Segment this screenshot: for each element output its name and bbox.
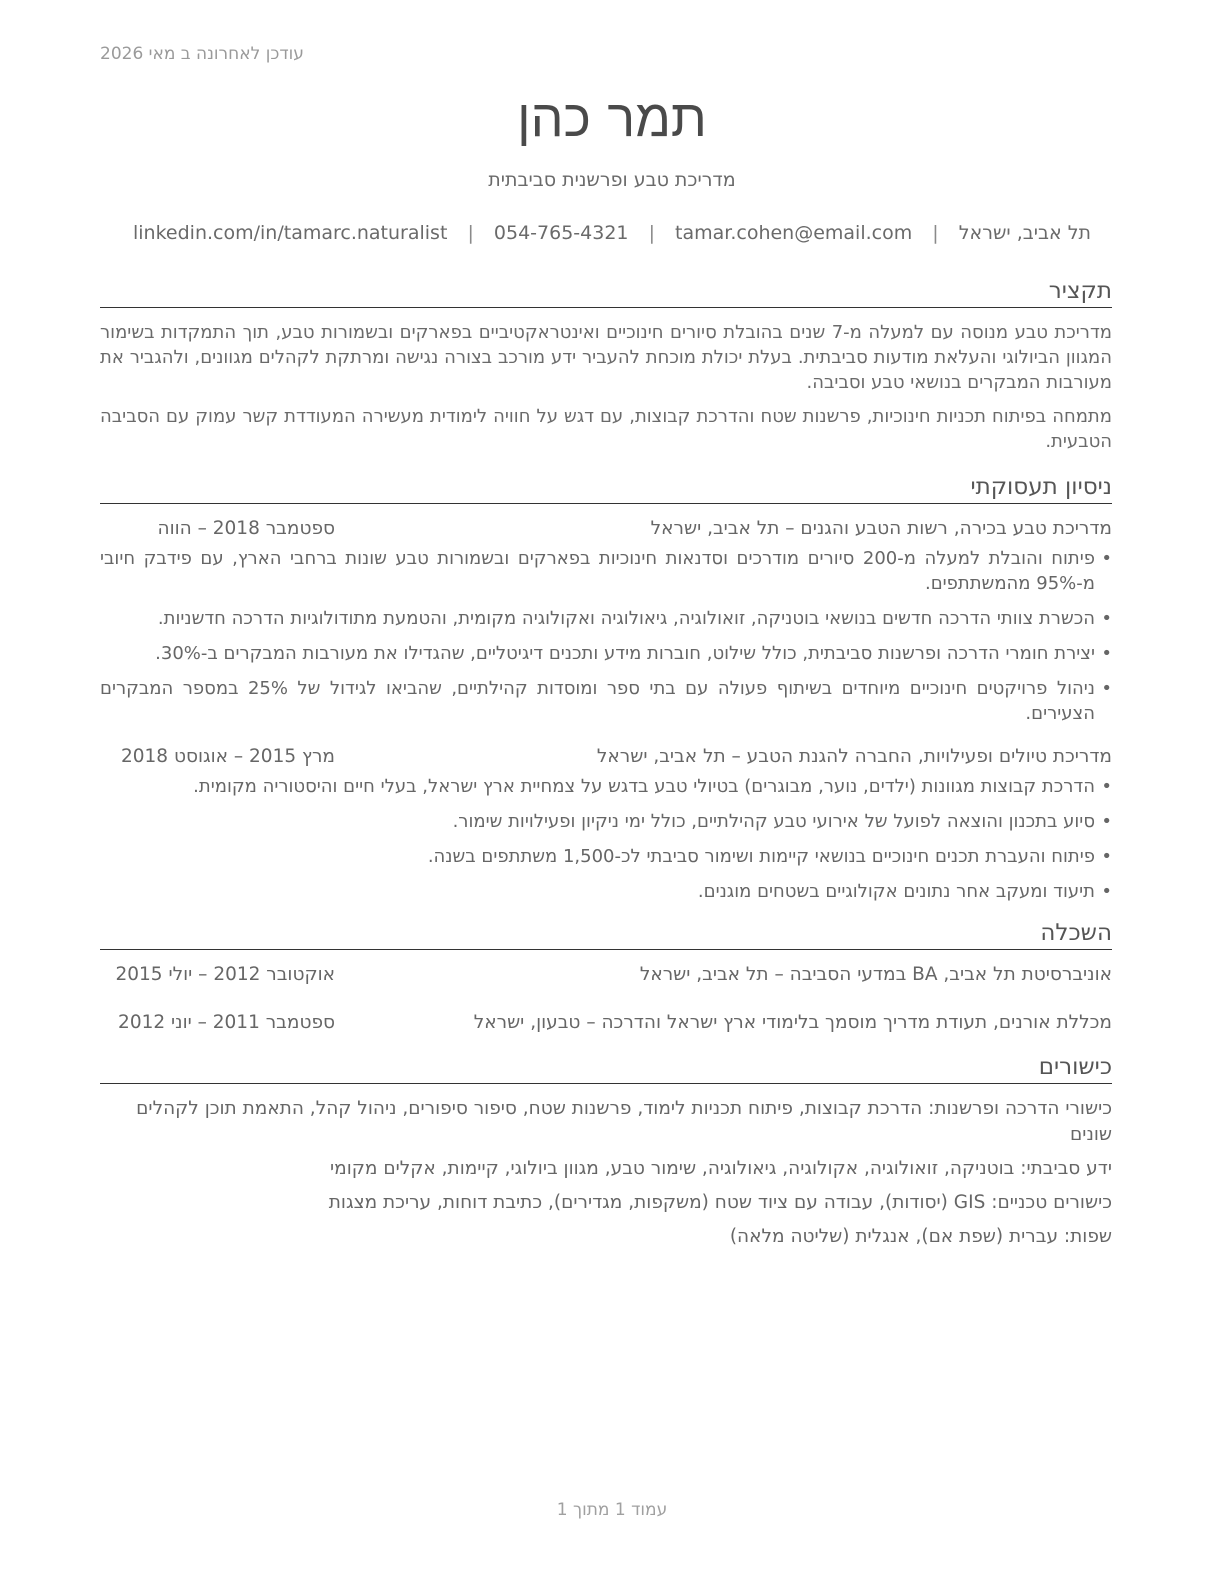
job-header — [100, 516, 1112, 542]
job-entry — [100, 744, 1112, 904]
summary-paragraph: מתמחה בפיתוח תכניות חינוכיות, פרשנות שטח והדרכת קבוצות, עם דגש על חוויה לימודית מעשירה המעודדת קשר עמוק עם הסביבה הטבעית. — [100, 406, 1112, 452]
education-dates: ספטמבר 2011 – יוני 2012 — [118, 1012, 335, 1033]
education-heading: השכלה — [100, 918, 1112, 950]
contact-separator: | — [648, 222, 655, 244]
summary-section — [100, 276, 1112, 454]
experience-section — [100, 472, 1112, 904]
job-heading: מדריכת טיולים ופעילויות, החברה להגנת הטבע – תל אביב, ישראל — [596, 746, 1112, 767]
job-bullet: • הדרכת קבוצות מגוונות (ילדים, נוער, מבוגרים) בטיולי טבע בדגש על צמחיית ארץ ישראל, בעלי חיים והיסטוריה מקומית. — [100, 774, 1112, 799]
job-bullet: • תיעוד ומעקב אחר נתונים אקולוגיים בשטחים מוגנים. — [100, 879, 1112, 904]
contact-linkedin[interactable]: linkedin.com/in/tamarc.naturalist — [133, 222, 448, 244]
skills-line: ידע סביבתי: בוטניקה, זואולוגיה, אקולוגיה, גיאולוגיה, שימור טבע, מגוון ביולוגי, קיימות, אקלים מקומי — [330, 1158, 1112, 1179]
education-text: אוניברסיטת תל אביב, BA במדעי הסביבה – תל אביב, ישראל — [639, 964, 1112, 985]
job-bullet: • סיוע בתכנון והוצאה לפועל של אירועי טבע קהילתיים, כולל ימי ניקיון ופעילויות שימור. — [100, 809, 1112, 834]
job-bullet: • הכשרת צוותי הדרכה חדשים בנושאי בוטניקה, זואולוגיה, גיאולוגיה ואקולוגיה מקומית, והטמעת מתודולוגיות הדרכה חדשניות. — [100, 606, 1112, 631]
contact-phone[interactable]: 054-765-4321 — [493, 222, 629, 244]
resume-body — [100, 276, 1112, 1258]
candidate-name: תמר כהן — [517, 89, 707, 149]
job-bullets — [100, 546, 1112, 726]
contact-line — [0, 222, 1224, 244]
education-entry — [100, 962, 1112, 988]
page-number: עמוד 1 מתוך 1 — [556, 1500, 668, 1520]
education-dates: אוקטובר 2012 – יולי 2015 — [115, 964, 335, 985]
skills-section — [100, 1052, 1112, 1250]
contact-separator: | — [467, 222, 474, 244]
job-dates: מרץ 2015 – אוגוסט 2018 — [120, 746, 335, 767]
summary-paragraph: מדריכת טבע מנוסה עם למעלה מ-7 שנים בהובלת סיורים חינוכיים ואינטראקטיביים בפארקים ובשמורות טבע, תוך התמקדות בשימור המגוון הביולוגי והעלאת מודעות סביבתית. בעלת יכולת מוכחת להעביר ידע מורכב בצורה נגישה ומרתקת לקהלים מגוונים, ולהגביר את מעורבות המבקרים בנושאי טבע וסביבה. — [100, 322, 1112, 393]
skills-line: כישורים טכניים: GIS (יסודות), עבודה עם ציוד שטח (משקפות, מגדירים), כתיבת דוחות, עריכת מצגות — [328, 1192, 1112, 1213]
education-section — [100, 918, 1112, 1036]
job-bullet: • יצירת חומרי הדרכה ופרשנות סביבתית, כולל שילוט, חוברות מידע ותכנים דיגיטליים, שהגדילו את מעורבות המבקרים ב-30%. — [100, 641, 1112, 666]
job-bullet: • פיתוח והובלת למעלה מ-200 סיורים מודרכים וסדנאות חינוכיות בפארקים ובשמורות טבע שונות ברחבי הארץ, עם פידבק חיובי מ-95% מהמשתתפים. — [100, 546, 1112, 596]
job-entry — [100, 516, 1112, 726]
skills-line: שפות: עברית (שפת אם), אנגלית (שליטה מלאה) — [729, 1226, 1112, 1247]
education-text: מכללת אורנים, תעודת מדריך מוסמך בלימודי ארץ ישראל והדרכה – טבעון, ישראל — [473, 1012, 1112, 1033]
last-updated-text: עודכן לאחרונה ב מאי 2026 — [100, 44, 304, 64]
contact-location: תל אביב, ישראל — [958, 222, 1091, 244]
job-header — [100, 744, 1112, 770]
experience-heading: ניסיון תעסוקתי — [100, 472, 1112, 504]
job-bullet: • ניהול פרויקטים חינוכיים מיוחדים בשיתוף פעולה עם בתי ספר ומוסדות קהילתיים, שהביאו לגידול של 25% במספר המבקרים הצעירים. — [100, 676, 1112, 726]
candidate-title: מדריכת טבע ופרשנית סביבתית — [488, 169, 736, 191]
job-dates: ספטמבר 2018 – הווה — [157, 518, 335, 539]
contact-separator: | — [932, 222, 939, 244]
job-heading: מדריכת טבע בכירה, רשות הטבע והגנים – תל אביב, ישראל — [650, 518, 1112, 539]
job-bullets — [100, 774, 1112, 904]
job-bullet: • פיתוח והעברת תכנים חינוכיים בנושאי קיימות ושימור סביבתי לכ-1,500 משתתפים בשנה. — [100, 844, 1112, 869]
summary-heading: תקציר — [100, 276, 1112, 308]
education-entry — [100, 1010, 1112, 1036]
contact-email[interactable]: tamar.cohen@email.com — [675, 222, 913, 244]
skills-line: כישורי הדרכה ופרשנות: הדרכת קבוצות, פיתוח תכניות לימוד, פרשנות שטח, סיפור סיפורים, ניהול קהל, התאמת תוכן לקהלים שונים — [136, 1098, 1112, 1145]
skills-heading: כישורים — [100, 1052, 1112, 1084]
